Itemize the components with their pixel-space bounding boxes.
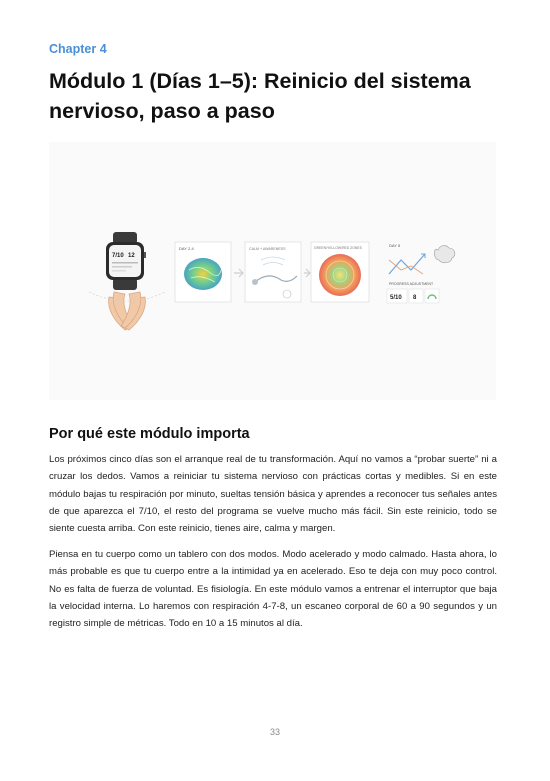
page-number: 33	[269, 727, 280, 737]
brain-panel-label: DAY 2-4	[179, 246, 194, 251]
calm-panel-label: CALM + AWARENESS	[249, 247, 286, 251]
hands-icon	[109, 292, 146, 330]
progress-value-a: 5/10	[390, 295, 402, 301]
body-paragraph: Los próximos cinco días son el arranque real de tu transformación. Aquí no vamos a “probar suerte” ni a cruzar los dedos. Vamos a reiniciar tu sistema nervioso con prácticas cortas y medibles. Si en este módulo bajas tu respiración por minuto, sueltas tensión básica y aprendes a reconocer tus señales antes de que aparezca el 7/10, el resto del programa se vuelve mucho más fácil. Sin este reinicio, todo se siente cuesta arriba. Con este reinicio, tienes aire, calma y margen.	[49, 454, 497, 535]
progress-day-label: DAY 5	[389, 243, 401, 248]
chapter-label: Chapter 4	[49, 42, 107, 56]
page-title: Módulo 1 (Días 1–5): Reinicio del sistema nervioso, paso a paso	[49, 69, 471, 123]
zones-panel-label: GREEN/YELLOW/RED ZONES	[314, 246, 362, 250]
illustration-figure	[49, 142, 496, 400]
zone-target-icon	[319, 254, 361, 296]
smartwatch-icon	[106, 232, 146, 290]
brain-panel	[175, 242, 231, 302]
arrow-icon	[304, 269, 310, 277]
body-paragraph: Piensa en tu cuerpo como un tablero con dos modos. Modo acelerado y modo calmado. Hasta ahora, lo más probable es que tu cuerpo entre a la intimidad ya en acelerado. Eso te deja con muy poco control. No es falta de fuerza de voluntad. Es fisiología. En este módulo vamos a entrenar el interruptor que baja la velocidad interna. Lo haremos con respiración 4-7-8, un escaneo corporal de 60 a 90 segundos y un registro simple de métricas. Todo en 10 a 15 minutos al día.	[49, 549, 497, 630]
brain-icon	[184, 258, 222, 290]
progress-value-b: 8	[413, 295, 417, 301]
section-heading: Por qué este módulo importa	[49, 426, 250, 442]
arrow-icon	[234, 269, 243, 277]
zones-panel	[311, 242, 369, 302]
watch-reading-a: 7/10	[112, 253, 124, 259]
watch-reading-b: 12	[128, 253, 135, 259]
calm-panel	[245, 242, 301, 302]
brain-outline-icon	[434, 246, 454, 263]
progress-adjustment-label: PROGRESS ADJUSTMENT	[389, 282, 434, 286]
progress-panel	[387, 243, 455, 303]
illustration-svg	[49, 142, 496, 400]
